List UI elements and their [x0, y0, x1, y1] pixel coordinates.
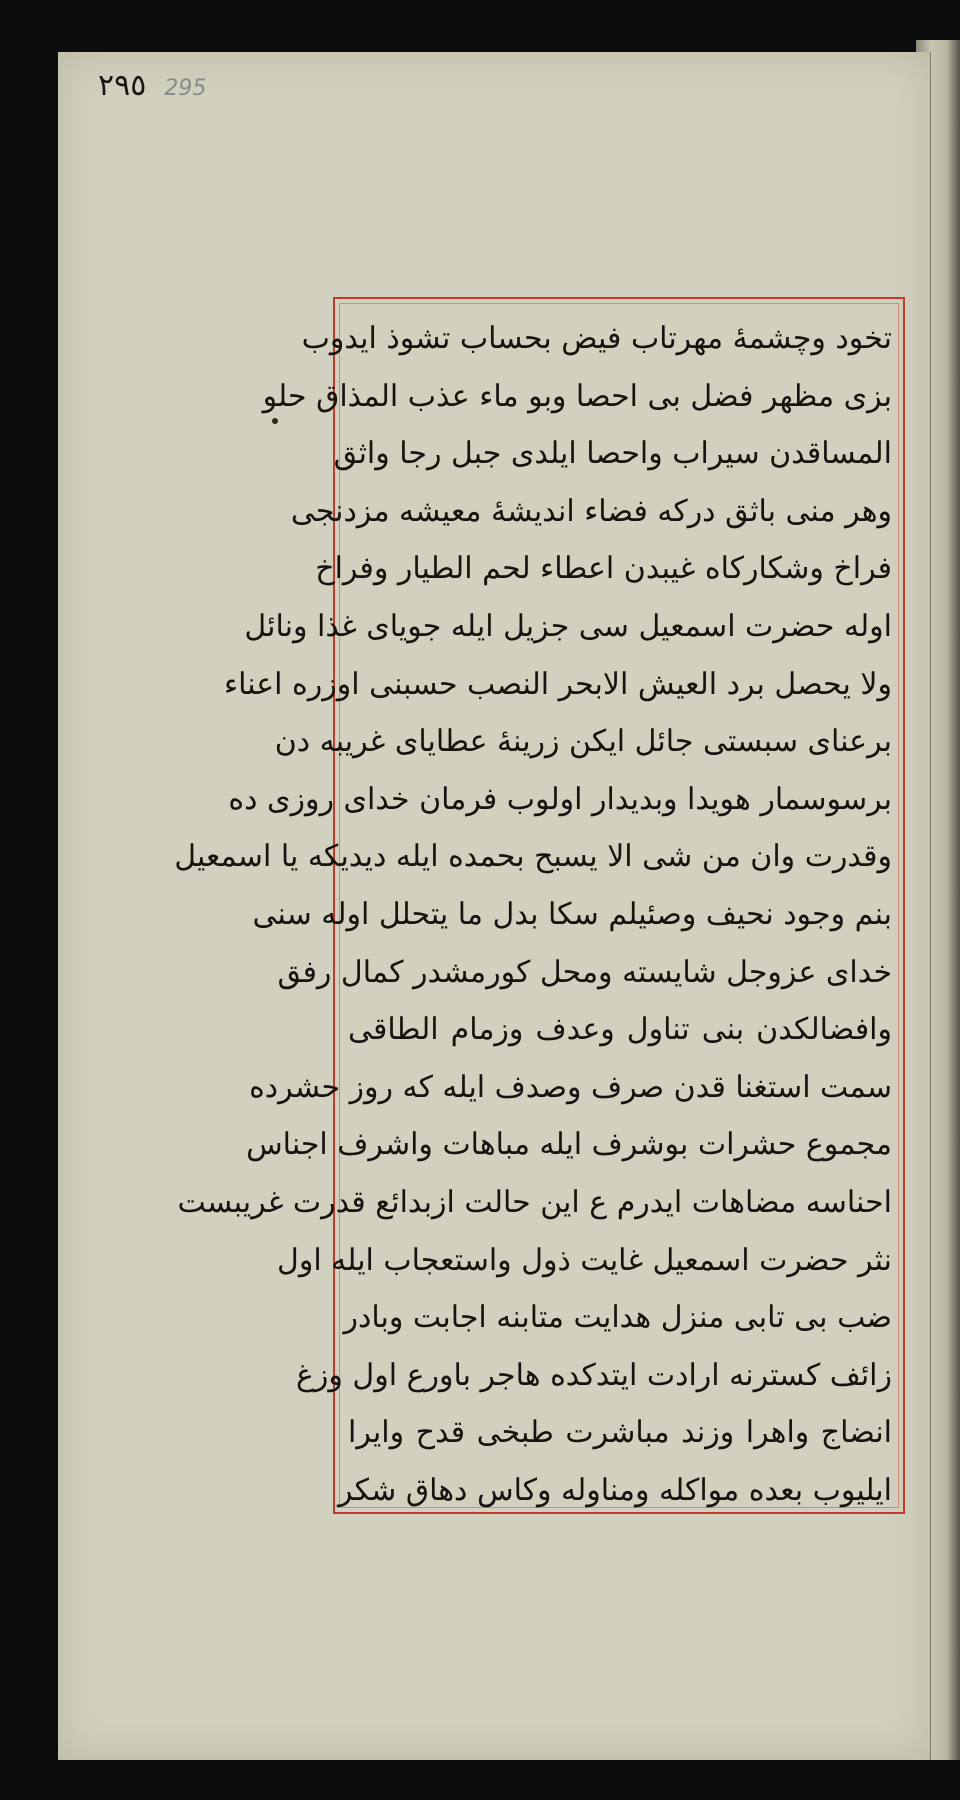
folio-native-numeral: ٢٩٥ [98, 68, 147, 103]
text-line: ایلیوب بعده مواکله ومناوله وکاس دهاق شکر [338, 1472, 892, 1508]
text-line: خدای عزوجل شایسته ومحل کورمشدر کمال رفق [277, 954, 892, 990]
text-block [174, 310, 900, 1519]
text-line: اوله حضرت اسمعیل سی جزیل ایله جویای غذا ونائل [244, 608, 892, 644]
text-line: وافضالکدن بنی تناول وعدف وزمام الطاقی [348, 1012, 892, 1048]
text-line: نثر حضرت اسمعیل غایت ذول واستعجاب ایله اول [277, 1242, 892, 1278]
folio-number [98, 68, 206, 103]
folio-pencil-numeral: 295 [164, 76, 207, 101]
text-line: مجموع حشرات بوشرف ایله مباهات واشرف اجناس [246, 1127, 892, 1163]
text-line: وهر منی باثق درکه فضاء اندیشهٔ معیشه مزدنجی [290, 493, 892, 529]
text-line: ضب بی تابی منزل هدایت متابنه اجابت وبادر [343, 1300, 892, 1336]
text-line: سمت استغنا قدن صرف وصدف ایله که روز حشرده [249, 1069, 892, 1105]
text-line: بزی مظهر فضل بی احصا وبو ماء عذب المذاق حلو [262, 378, 892, 414]
text-line: فراخ وشکارکاه غیبدن اعطاء لحم الطیار وفراخ [315, 551, 892, 587]
text-line: زائف کسترنه ارادت ایتدکده هاجر باورع اول وزغ [296, 1357, 892, 1393]
text-line: ولا یحصل برد العیش الابحر النصب حسبنی اوزره اعناء [223, 666, 892, 702]
text-line: احناسه مضاهات ایدرم ع این حالت ازبدائع قدرت غریبست [177, 1184, 892, 1220]
text-line: تخود وچشمهٔ مهرتاب فیض بحساب تشوذ ایدوب [301, 321, 892, 356]
text-line: وقدرت وان من شی الا یسبح بحمده ایله دیدیکه یا اسمعیل [174, 839, 892, 875]
text-line: انضاج واهرا وزند مباشرت طبخی قدح وایرا [348, 1415, 892, 1451]
text-line: المساقدن سیراب واحصا ایلدی جبل رجا واثق [333, 436, 892, 472]
text-line: برسوسمار هویدا وبدیدار اولوب فرمان خدای روزی ده [228, 781, 892, 817]
text-line: بنم وجود نحیف وصئیلم سکا بدل ما یتحلل اوله سنی [252, 896, 892, 932]
text-line: برعنای سبستی جائل ایکن زرینهٔ عطایای غریبه دن [274, 724, 892, 760]
